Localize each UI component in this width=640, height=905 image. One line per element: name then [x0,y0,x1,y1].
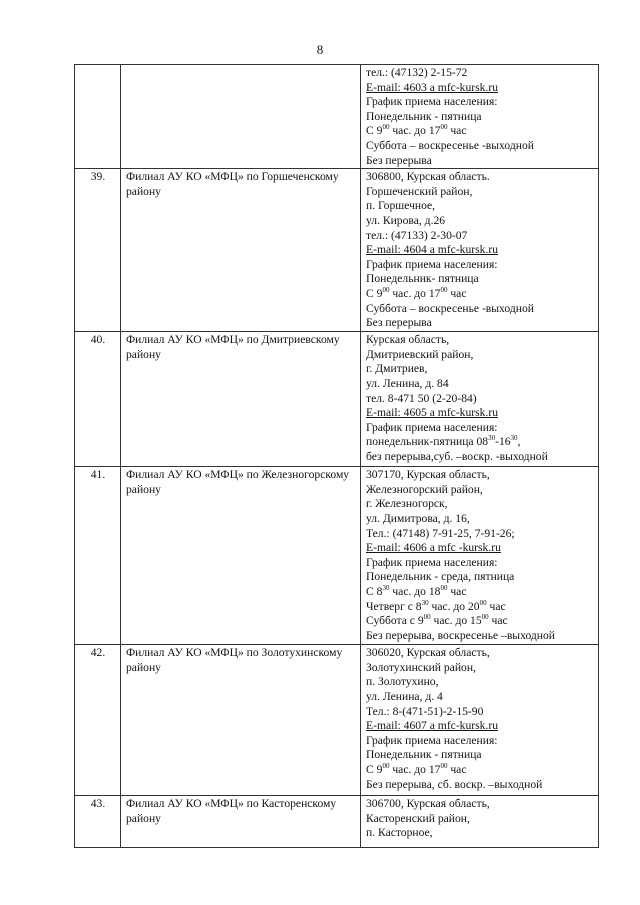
email-line[interactable]: E-mail: 4605 a mfc-kursk.ru [366,406,499,420]
table-row [75,169,599,332]
detail-line: Понедельник - среда, пятница [366,570,515,584]
detail-line: понедельник-пятница $08^{30}-16^{30}$, [366,434,521,449]
email-line[interactable]: E-mail: 4604 a mfc-kursk.ru [366,243,499,257]
row-number: 42. [75,645,121,796]
detail-line: п. Золотухино, [366,675,439,689]
detail-line: Без перерыва [366,316,432,330]
branch-name: Филиал АУ КО «МФЦ» по Касторенскому району [121,796,361,848]
detail-line: Курская область, [366,333,450,347]
detail-line: Понедельник- пятница [366,272,479,286]
detail-line: Суббота – воскресенье -выходной [366,138,534,152]
email-line[interactable]: E-mail: 4606 a mfc -kursk.ru [366,541,501,555]
detail-line: 306020, Курская область, [366,646,490,660]
detail-line: Касторенский район, [366,811,470,825]
detail-line: 307170, Курская область, [366,468,490,482]
branch-name: Филиал АУ КО «МФЦ» по Железногорскому району [121,467,361,645]
branch-details [361,645,599,796]
detail-line: График приема населения: [366,257,498,271]
branch-details [361,467,599,645]
email-line[interactable]: E-mail: 4603 a mfc-kursk.ru [366,80,499,94]
detail-line: ул. Димитрова, д. 16, [366,511,470,525]
detail-line: Понедельник - пятница [366,109,482,123]
table-row [75,645,599,796]
row-number: 43. [75,796,121,848]
detail-line: Дмитриевский район, [366,347,474,361]
branch-name: Филиал АУ КО «МФЦ» по Золотухинскому району [121,645,361,796]
detail-line: тел. 8-471 50 (2-20-84) [366,391,477,405]
detail-line: График приема населения: [366,420,498,434]
detail-line: ул. Ленина, д. 4 [366,689,443,703]
detail-line: Четверг с $8^{30}$ час. до $20^{00}$ час [366,598,506,613]
detail-line: ул. Кирова, д.26 [366,213,446,227]
detail-line: Суббота – воскресенье -выходной [366,301,534,315]
table-row [75,332,599,467]
detail-line: ул. Ленина, д. 84 [366,376,449,390]
table-row [75,467,599,645]
detail-line: без перерыва,суб. –воскр. -выходной [366,449,548,463]
table-row [75,65,599,169]
table-row [75,796,599,848]
branch-details [361,169,599,332]
branch-name: Филиал АУ КО «МФЦ» по Горшеченскому району [121,169,361,332]
detail-line: С $8^{30}$ час. до $18^{00}$ час [366,583,467,598]
branch-details [361,65,599,169]
detail-line: п. Горшечное, [366,199,436,213]
detail-line: п. Касторное, [366,826,433,840]
detail-line: Тел.: 8-(471-51)-2-15-90 [366,704,484,718]
detail-line: 306700, Курская область, [366,797,490,811]
detail-line: Горшеченский район, [366,184,473,198]
detail-line: г. Дмитриев, [366,362,428,376]
detail-line: тел.: (47133) 2-30-07 [366,228,468,242]
detail-line: С $9^{00}$ час. до $17^{00}$ час [366,123,467,138]
row-number: 39. [75,169,121,332]
detail-line: Железногорский район, [366,482,483,496]
detail-line: Понедельник - пятница [366,748,482,762]
detail-line: Тел.: (47148) 7-91-25, 7-91-26; [366,526,515,540]
detail-line: Без перерыва [366,153,432,167]
branch-details [361,796,599,848]
detail-line: Суббота с $9^{00}$ час. до $15^{00}$ час [366,613,508,628]
detail-line: С $9^{00}$ час. до $17^{00}$ час [366,285,467,300]
detail-line: С $9^{00}$ час. до $17^{00}$ час [366,761,467,776]
branch-registry-table [74,64,599,848]
detail-line: Золотухинский район, [366,660,476,674]
branch-details [361,332,599,467]
detail-line: тел.: (47132) 2-15-72 [366,66,468,79]
detail-line: Без перерыва, воскресенье –выходной [366,628,556,642]
detail-line: График приема населения: [366,555,498,569]
detail-line: График приема населения: [366,95,498,109]
detail-line: 306800, Курская область. [366,170,490,184]
branch-name [121,65,361,169]
detail-line: г. Железногорск, [366,497,448,511]
email-line[interactable]: E-mail: 4607 a mfc-kursk.ru [366,719,499,733]
row-number: 41. [75,467,121,645]
row-number [75,65,121,169]
detail-line: График приема населения: [366,733,498,747]
page-number: 8 [316,42,324,57]
branch-name: Филиал АУ КО «МФЦ» по Дмитриевскому району [121,332,361,467]
detail-line: Без перерыва, сб. воскр. –выходной [366,777,543,791]
row-number: 40. [75,332,121,467]
